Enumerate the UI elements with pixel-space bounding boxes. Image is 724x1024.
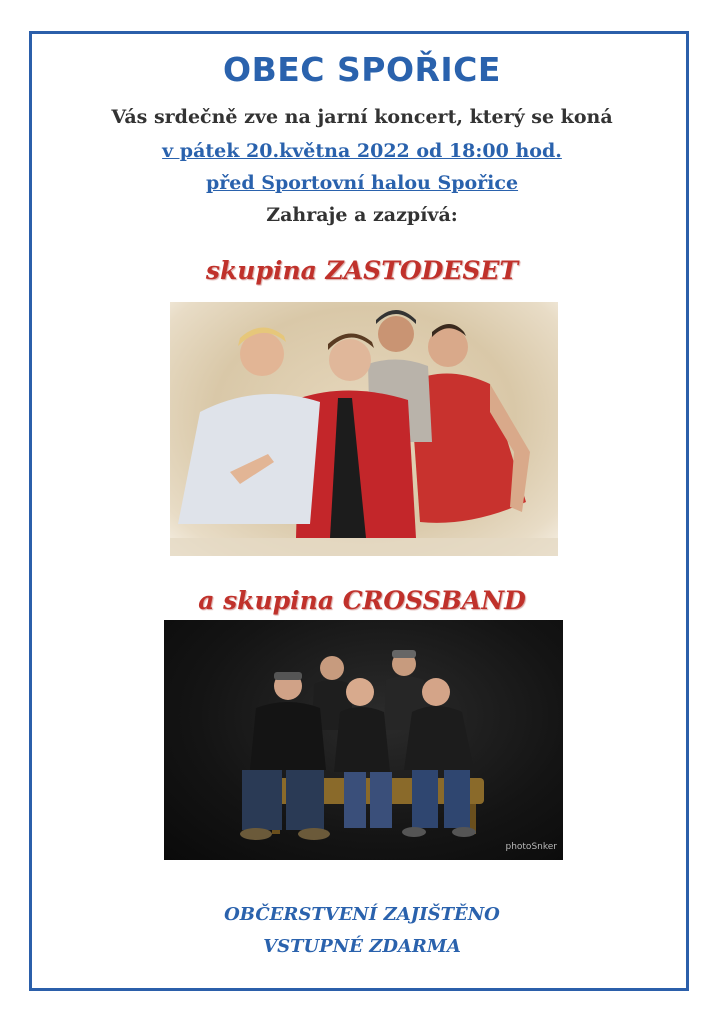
band-crossband-photo (164, 620, 563, 860)
band-crossband-heading: a skupina CROSSBAND (198, 586, 526, 615)
band-zastodeset-heading: skupina ZASTODESET (205, 256, 519, 285)
event-location: před Sportovní halou Spořice (205, 172, 519, 194)
performers-intro: Zahraje a zazpívá: (266, 204, 458, 226)
refreshments-note: OBČERSTVENÍ ZAJIŠTĚNO (224, 904, 500, 925)
invitation-text: Vás srdečně zve na jarní koncert, který se koná (111, 106, 613, 128)
person-white-hoodie (178, 327, 320, 524)
band-zastodeset-photo (170, 302, 558, 556)
event-date: v pátek 20.května 2022 od 18:00 hod. (162, 140, 562, 162)
photo-watermark: photoSnker (505, 842, 557, 852)
poster-title: OBEC SPOŘICE (223, 50, 501, 89)
admission-note: VSTUPNÉ ZDARMA (263, 936, 461, 957)
